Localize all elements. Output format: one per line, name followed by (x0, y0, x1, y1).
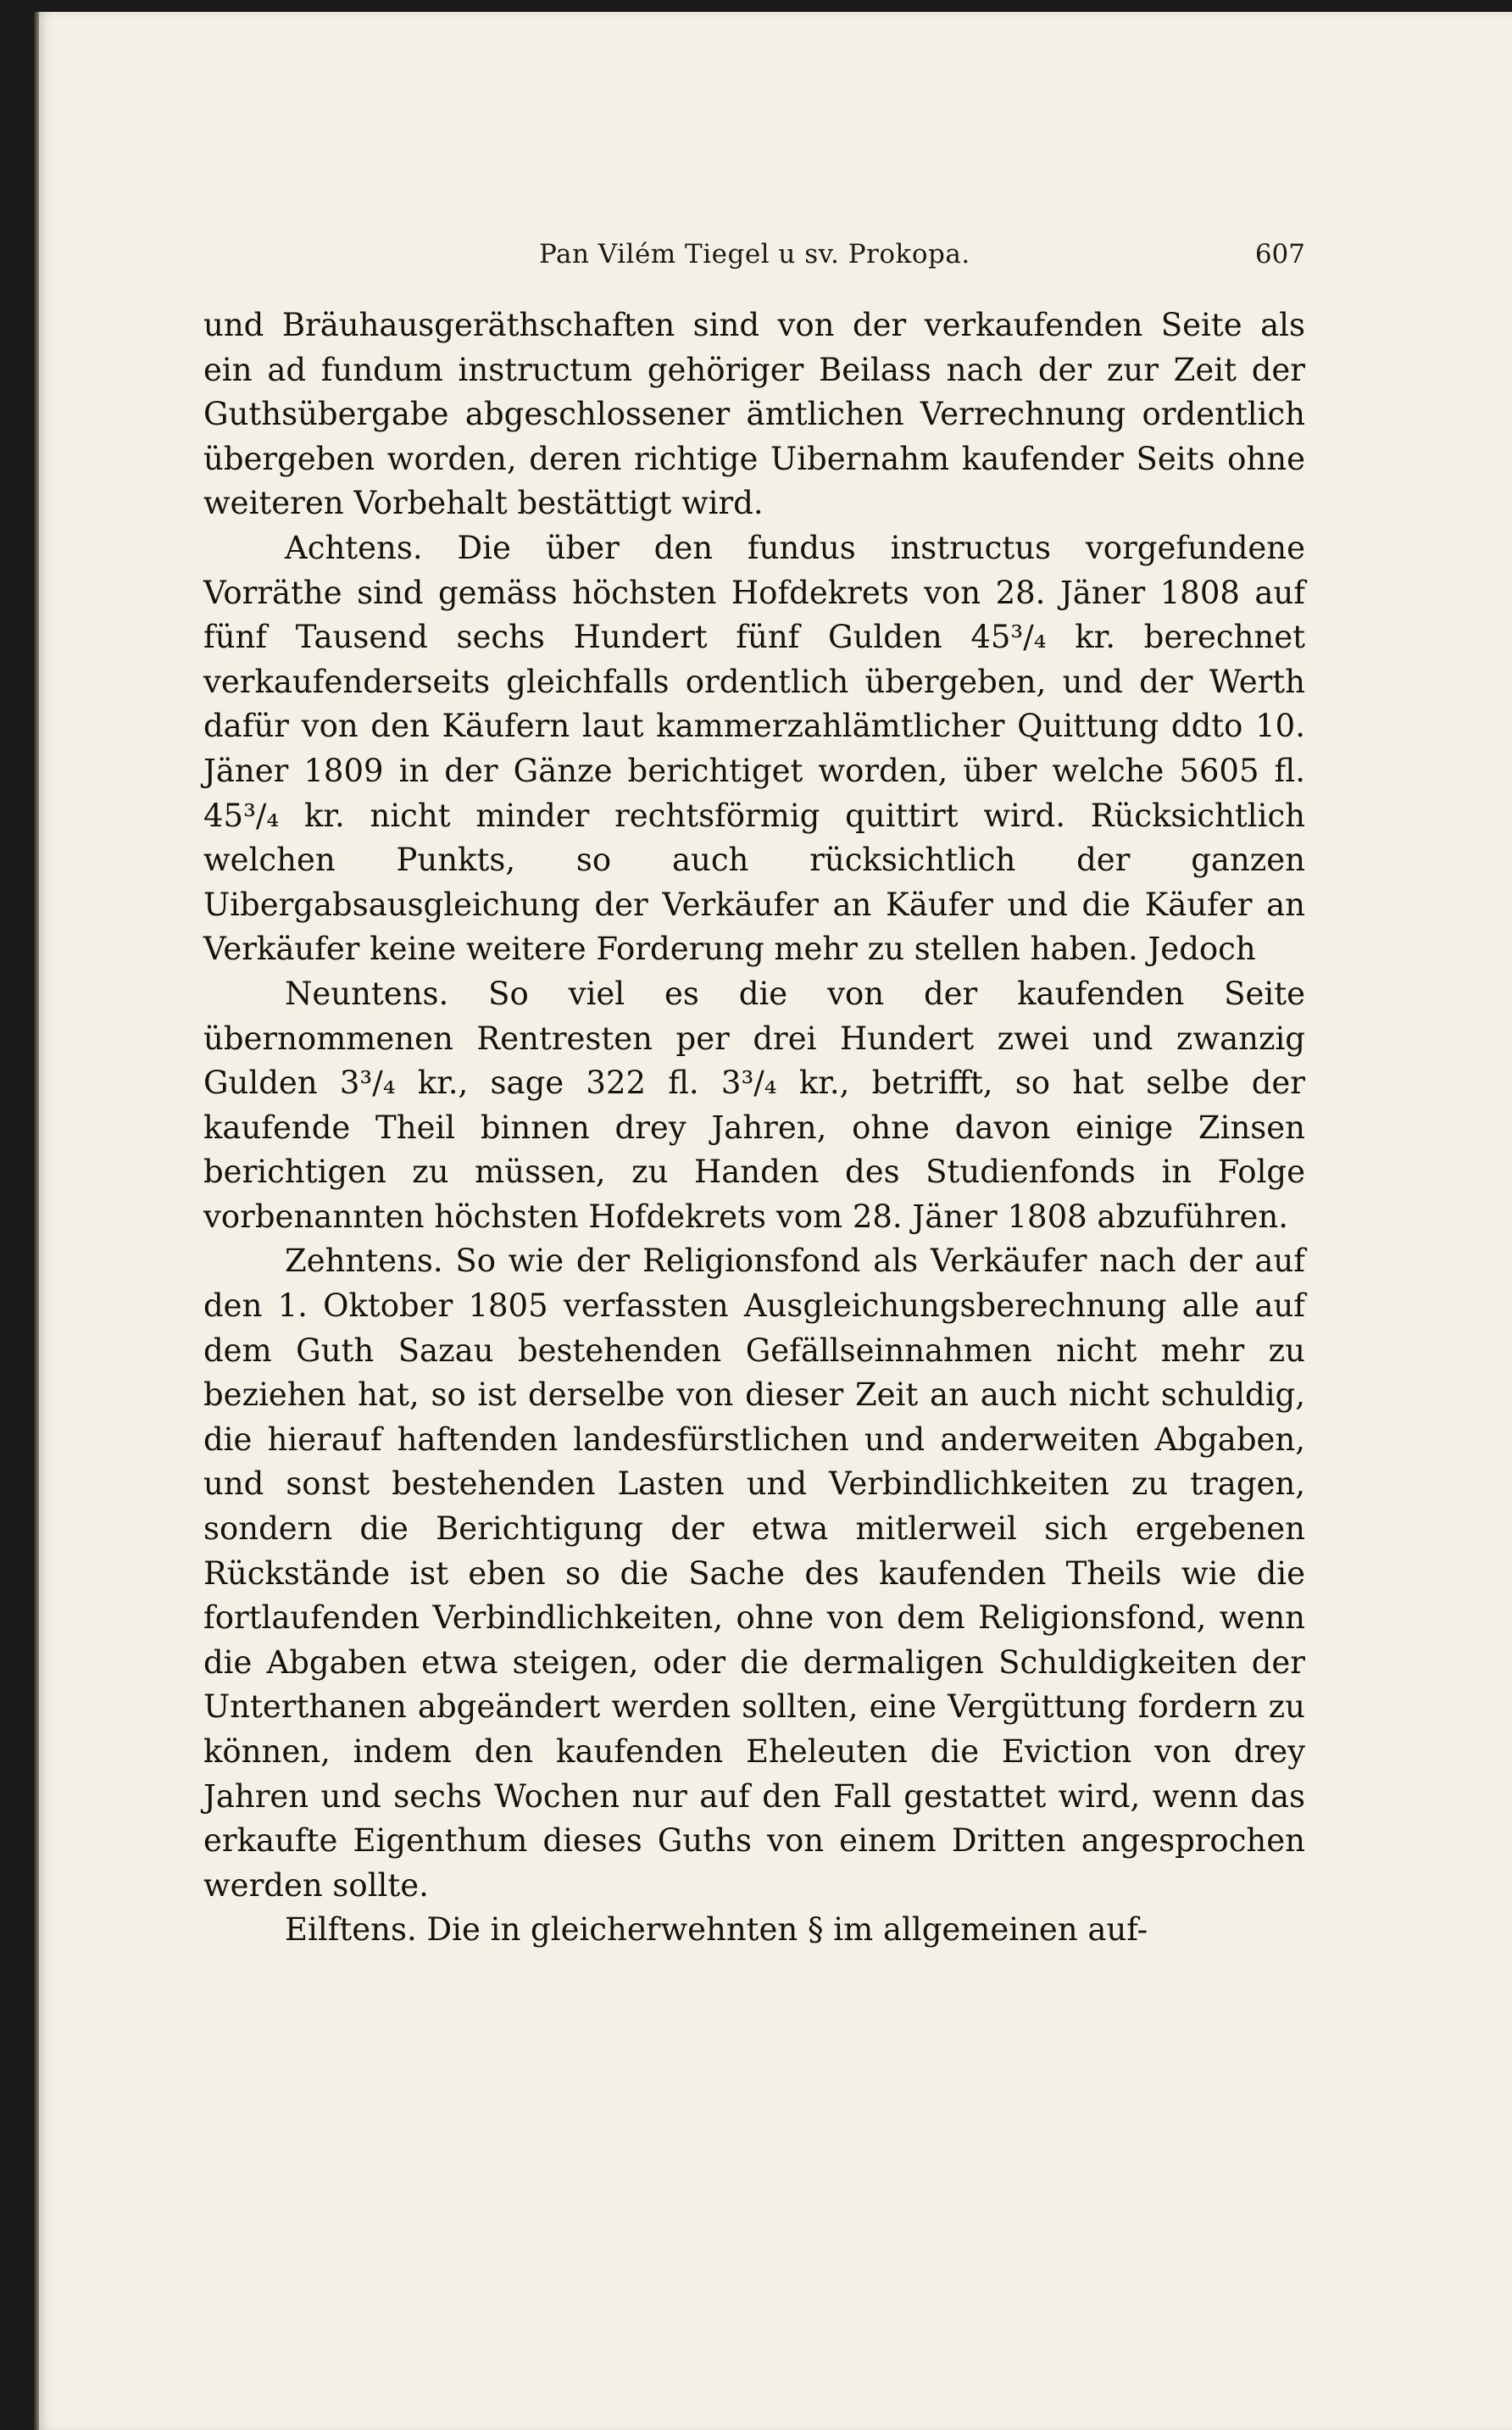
page-gutter-edge (34, 12, 39, 2430)
paragraph-zehntens: Zehntens. So wie der Religionsfond als Verkäufer nach der auf den 1. Oktober 1805 verfassten Ausgleichungsberechnung alle auf dem Guth Sazau bestehenden Gefällseinnahmen nicht mehr zu beziehen hat, so ist derselbe von dieser Zeit an auch nicht schuldig, die hierauf haftenden landesfürstlichen und anderweiten Abgaben, und sonst bestehenden Lasten und Verbindlichkeiten zu tragen, sondern die Berichtigung der etwa mitlerweil sich ergebenen Rückstände ist eben so die Sache des kaufenden Theils wie die fortlaufenden Verbindlichkeiten, ohne von dem Religionsfond, wenn die Abgaben etwa steigen, oder die dermaligen Schuldigkeiten der Unterthanen abgeändert werden sollten, eine Vergüttung fordern zu können, indem den kaufenden Eheleuten die Eviction von drey Jahren und sechs Wochen nur auf den Fall gestattet wird, wenn das erkaufte Eigenthum dieses Guths von einem Dritten angesprochen werden sollte. (203, 1243, 1305, 1904)
running-head: Pan Vilém Tiegel u sv. Prokopa. (539, 239, 970, 270)
book-page (34, 12, 1512, 2430)
paragraph-eilftens: Eilftens. Die in gleicherwehnten § im allgemeinen auf- (285, 1911, 1148, 1949)
paragraph-neuntens: Neuntens. So viel es die von der kaufenden Seite übernommenen Rentresten per drei Hundert zwei und zwanzig Gulden 3³/₄ kr., sage 322 fl. 3³/₄ kr., betrifft, so hat selbe der kaufende Theil binnen drey Jahren, ohne davon einige Zinsen berichtigen zu müssen, zu Handen des Studienfonds in Folge vorbenannten höchsten Hofdekrets vom 28. Jäner 1808 abzuführen. (203, 975, 1305, 1235)
body-text (203, 303, 1305, 1953)
paragraph-achtens: Achtens. Die über den fundus instructus vorgefundene Vorräthe sind gemäss höchsten Hofdekrets von 28. Jäner 1808 auf fünf Tausend sechs Hundert fünf Gulden 45³/₄ kr. berechnet verkaufenderseits gleichfalls ordentlich übergeben, und der Werth dafür von den Käufern laut kammerzahlämtlicher Quittung ddto 10. Jäner 1809 in der Gänze berichtiget worden, über welche 5605 fl. 45³/₄ kr. nicht minder rechtsförmig quittirt wird. Rücksichtlich welchen Punkts, so auch rücksichtlich der ganzen Uibergabsausgleichung der Verkäufer an Käufer und die Käufer an Verkäufer keine weitere Forderung mehr zu stellen haben. Jedoch (203, 529, 1305, 968)
page-header (203, 239, 1305, 281)
page-number: 607 (1254, 239, 1305, 270)
paragraph-continuation: und Bräuhausgeräthschaften sind von der verkaufenden Seite als ein ad fundum instructum gehöriger Beilass nach der zur Zeit der Guthsübergabe abgeschlossener ämtlichen Verrechnung ordentlich übergeben worden, deren richtige Uibernahm kaufender Seits ohne weiteren Vorbehalt bestättigt wird. (203, 307, 1305, 522)
